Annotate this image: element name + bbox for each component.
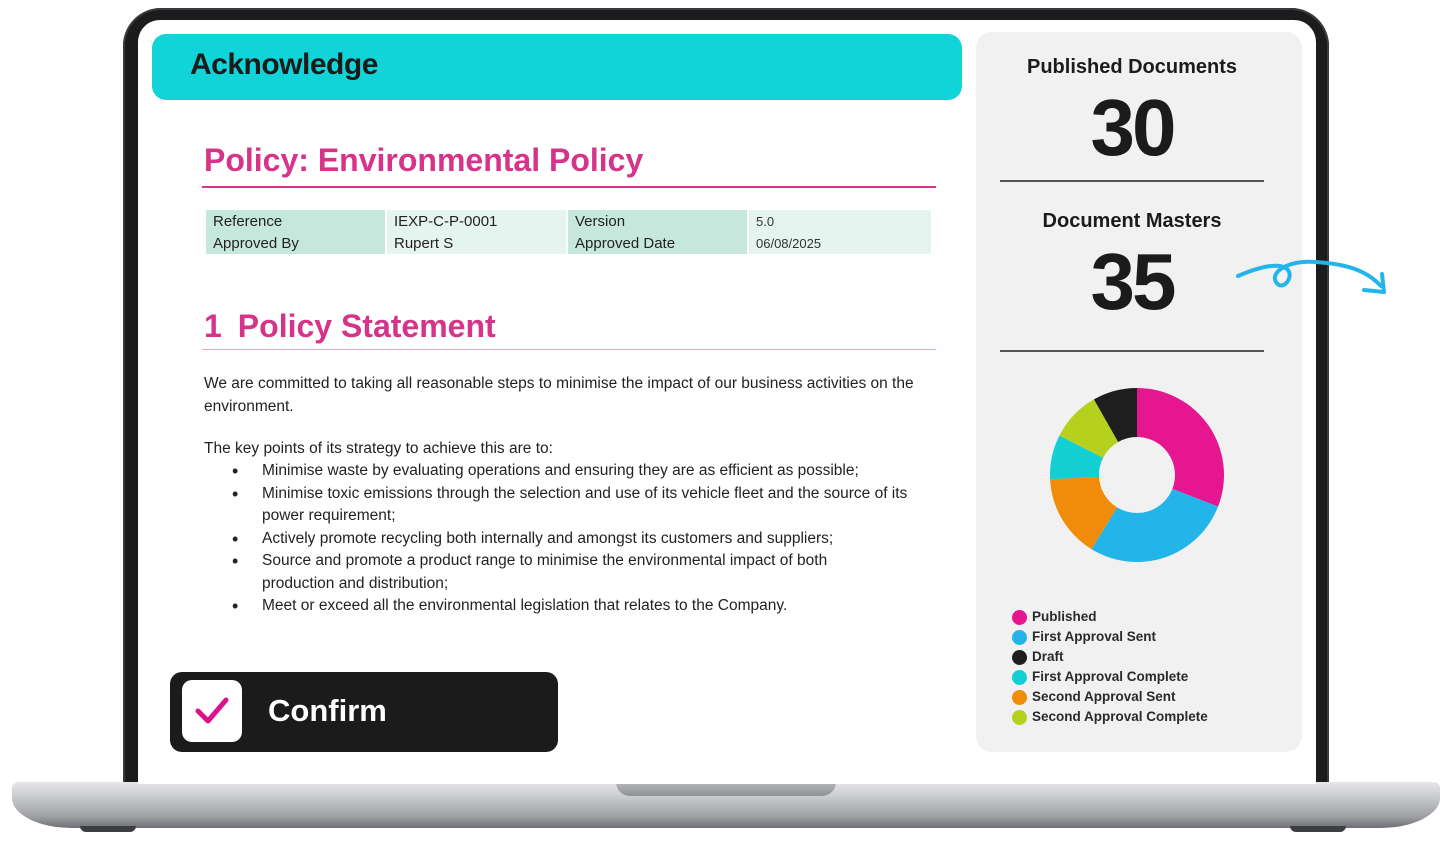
version-label: Version <box>568 210 747 232</box>
section-title: Policy Statement <box>237 308 496 344</box>
list-item: • Source and promote a product range to minimise the environmental impact of both production and distribution; <box>204 550 944 595</box>
checkmark-icon <box>194 694 230 728</box>
strategy-intro: The key points of its strategy to achieve this are to: <box>204 440 553 457</box>
legend-label: Published <box>1032 609 1097 624</box>
stats-divider <box>1000 180 1264 182</box>
list-item: • Minimise toxic emissions through the selection and use of its vehicle fleet and the source of its power requirement; <box>204 483 944 528</box>
version-value: 5.0 <box>749 210 931 232</box>
legend-label: Draft <box>1032 649 1064 664</box>
policy-title: Policy: Environmental Policy <box>204 142 644 178</box>
legend-dot <box>1012 690 1027 705</box>
laptop-foot-right <box>1290 826 1346 832</box>
reference-value: IEXP-C-P-0001 <box>387 210 566 232</box>
title-divider <box>202 186 936 188</box>
list-item: • Actively promote recycling both internally and amongst its customers and suppliers; <box>204 528 944 551</box>
page-title: Acknowledge <box>190 48 378 81</box>
approved-date-label: Approved Date <box>568 232 747 254</box>
section-divider <box>202 349 936 350</box>
policy-paragraph: We are committed to taking all reasonable steps to minimise the impact of our business activities on the environment. <box>204 375 914 415</box>
legend-dot <box>1012 610 1027 625</box>
legend-label: Second Approval Complete <box>1032 709 1208 724</box>
legend-label: First Approval Sent <box>1032 629 1157 644</box>
reference-label: Reference <box>206 210 385 232</box>
policy-meta-table <box>204 210 933 254</box>
confirm-button[interactable] <box>170 672 558 752</box>
approved-by-label: Approved By <box>206 232 385 254</box>
strategy-list <box>204 460 944 618</box>
legend-dot <box>1012 630 1027 645</box>
approved-date-value: 06/08/2025 <box>749 232 931 254</box>
laptop-screen <box>138 20 1316 784</box>
acknowledge-header <box>152 34 962 100</box>
list-item: • Meet or exceed all the environmental legislation that relates to the Company. <box>204 595 944 618</box>
table-row <box>206 232 931 254</box>
section-number: 1 <box>204 308 222 344</box>
section-heading <box>204 308 496 345</box>
approved-by-value: Rupert S <box>387 232 566 254</box>
confirm-label: Confirm <box>268 693 387 728</box>
status-donut-chart <box>1046 384 1228 566</box>
donut-slice-published <box>1137 388 1224 507</box>
legend-dot <box>1012 650 1027 665</box>
laptop-notch <box>616 782 836 796</box>
stats-divider <box>1000 350 1264 352</box>
document-masters-value: 35 <box>1090 237 1174 326</box>
published-documents-value: 30 <box>1090 83 1174 172</box>
legend-label: Second Approval Sent <box>1032 689 1176 704</box>
legend-dot <box>1012 670 1027 685</box>
curly-arrow-icon <box>1236 252 1396 302</box>
legend-label: First Approval Complete <box>1032 669 1189 684</box>
confirm-checkbox[interactable] <box>182 680 242 742</box>
stats-panel <box>976 32 1302 752</box>
document-masters-label: Document Masters <box>1042 210 1222 232</box>
list-item: • Minimise waste by evaluating operations and ensuring they are as efficient as possible; <box>204 460 944 483</box>
legend-dot <box>1012 710 1027 725</box>
published-documents-label: Published Documents <box>1026 56 1238 78</box>
donut-slice-first-approval-sent <box>1091 489 1218 562</box>
laptop-foot-left <box>80 826 136 832</box>
table-row <box>206 210 931 232</box>
